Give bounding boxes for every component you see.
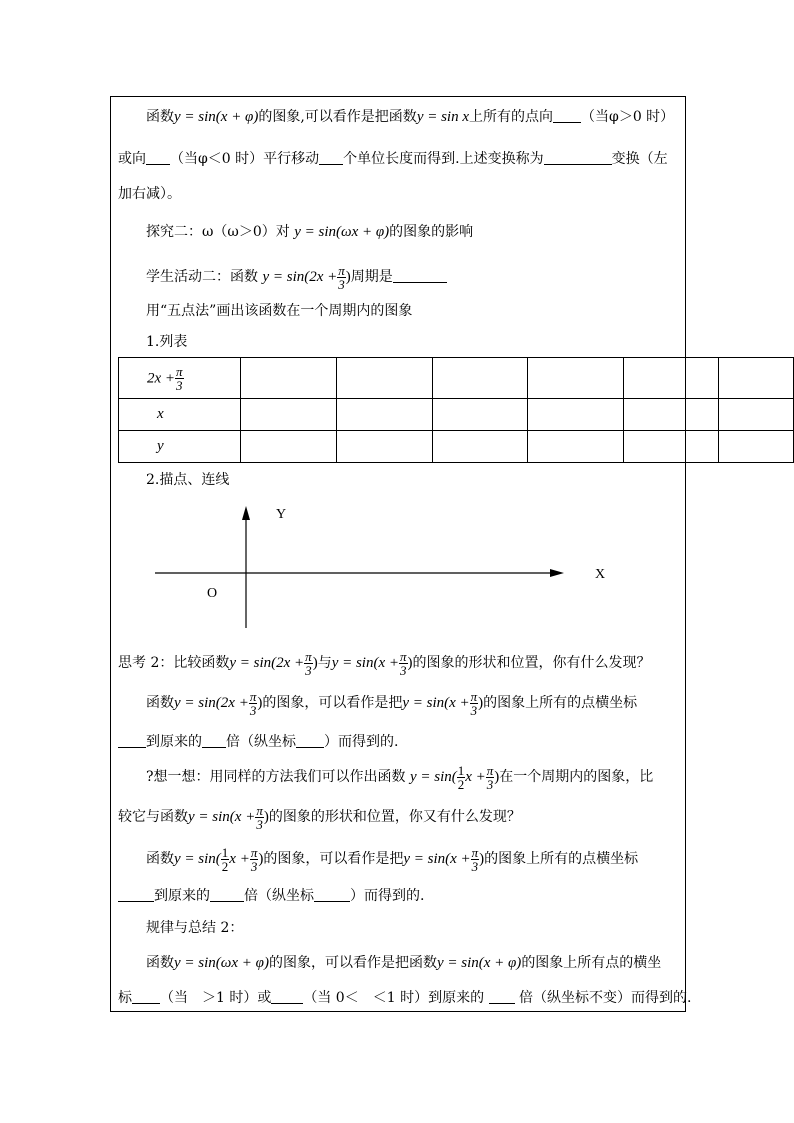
table-row bbox=[119, 358, 794, 399]
step2-label: 2.描点、连线 bbox=[146, 472, 230, 488]
blank[interactable] bbox=[118, 887, 154, 902]
think-more-line1: ?想一想：用同样的方法我们可以作出函数 y = sin( $\frac{1}{2}$ x + $\frac{\pi}{3}$ )在一个周期内的图象，比 bbox=[146, 762, 654, 792]
para1-line2: 或向 （当φ＜0 时）平行移动 个单位长度而得到.上述变换称为 变换（左 bbox=[118, 151, 668, 167]
blank[interactable] bbox=[544, 150, 612, 165]
y-axis-arrow-icon bbox=[242, 506, 250, 520]
activity2-line: 学生活动二：函数 y = sin(2x + $\frac{\pi}{3}$ )周期是 bbox=[146, 262, 447, 292]
x-axis-arrow-icon bbox=[550, 569, 564, 577]
step1-label: 1.列表 bbox=[146, 334, 188, 350]
summary-line1: 函数y = sin(ωx + φ)的图象，可以看作是把函数y = sin(x + φ)的图象上所有点的横坐 bbox=[146, 955, 662, 971]
y-axis-label: Y bbox=[276, 507, 287, 522]
blank[interactable] bbox=[489, 989, 515, 1004]
table-row bbox=[119, 399, 794, 431]
blank[interactable] bbox=[296, 733, 324, 748]
value-table bbox=[118, 357, 794, 463]
blank[interactable] bbox=[319, 150, 343, 165]
blank[interactable] bbox=[210, 887, 244, 902]
blank[interactable] bbox=[118, 733, 146, 748]
para2-line1: 函数y = sin(2x + $\frac{\pi}{3}$ )的图象，可以看作是把y = sin(x + $\frac{\pi}{3}$ )的图象上所有的点横坐标 bbox=[146, 688, 638, 718]
five-point-instruction: 用“五点法”画出该函数在一个周期内的图象 bbox=[146, 303, 413, 319]
row-label-y: y bbox=[119, 431, 241, 463]
coordinate-axes bbox=[150, 500, 620, 630]
blank[interactable] bbox=[271, 989, 303, 1004]
origin-label: O bbox=[207, 586, 218, 601]
row-label-2x-pi3: 2x + $\frac{\pi}{3}$ bbox=[119, 358, 241, 399]
row-label-x: x bbox=[119, 399, 241, 431]
table-row bbox=[119, 431, 794, 463]
para3-line2: 到原来的 倍（纵坐标 ）而得到的. bbox=[118, 886, 424, 906]
blank[interactable] bbox=[202, 733, 226, 748]
para1-line1: 函数y = sin(x + φ)的图象,可以看作是把函数y = sin x上所有的点向 （当φ＞0 时） bbox=[146, 109, 675, 125]
para3-line1: 函数y = sin( $\frac{1}{2}$ x + $\frac{\pi}{3}$ )的图象，可以看作是把y = sin(x + $\frac{\pi}{3}$ )的图象上所有的点横坐标 bbox=[146, 844, 639, 874]
blank[interactable] bbox=[393, 268, 447, 283]
explore2-heading: 探究二：ω（ω＞0）对 y = sin(ωx + φ)的图象的影响 bbox=[146, 224, 474, 240]
think2-line: 思考 2：比较函数y = sin(2x + $\frac{\pi}{3}$ )与y = sin(x + $\frac{\pi}{3}$ )的图象的形状和位置，你有什么发现？ bbox=[118, 648, 651, 678]
blank[interactable] bbox=[553, 108, 581, 123]
summary-line2: 标 （当 ＞1 时）或 （当 0＜ ＜1 时）到原来的 倍（纵坐标不变）而得到的. bbox=[118, 990, 692, 1006]
blank[interactable] bbox=[314, 887, 350, 902]
para1-line3: 加右减）。 bbox=[118, 186, 181, 202]
para2-line2: 到原来的 倍（纵坐标 ）而得到的. bbox=[118, 732, 398, 752]
think-more-line2: 较它与函数y = sin(x + $\frac{\pi}{3}$ )的图象的形状和位置，你又有什么发现？ bbox=[118, 802, 521, 832]
x-axis-label: X bbox=[595, 567, 606, 582]
blank[interactable] bbox=[132, 989, 160, 1004]
summary-title: 规律与总结 2： bbox=[146, 920, 244, 936]
blank[interactable] bbox=[146, 150, 170, 165]
